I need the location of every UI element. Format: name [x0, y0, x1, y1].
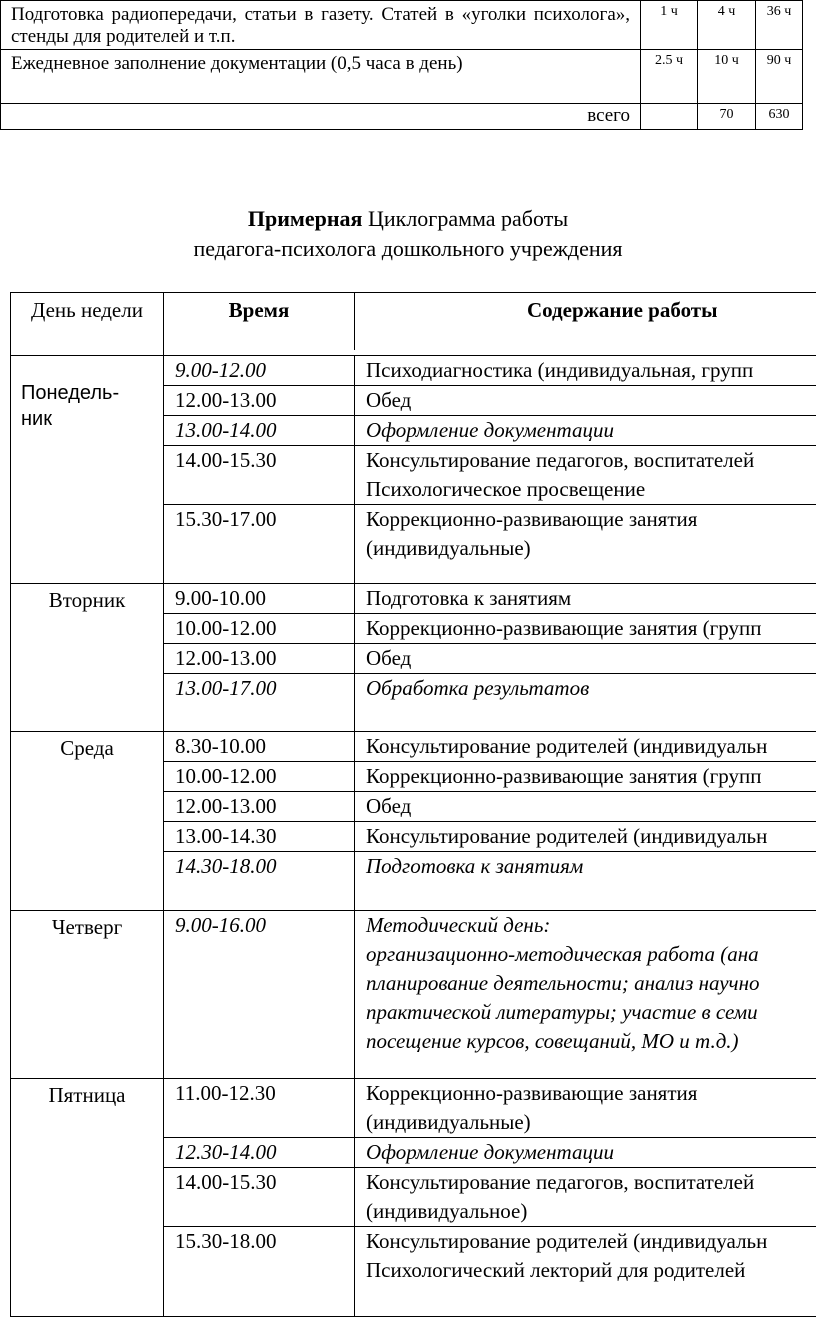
list-item: 10.00-12.00 Коррекционно-развивающие занятия (групп: [164, 614, 816, 644]
hours-per-week: 2.5 ч: [641, 50, 698, 104]
list-item: 9.00-16.00 Методический день: организационно-методическая работа (ана планирование деятельности; анализ научно практической литературы; участие в семи посещение курсов, совещаний, МО и т.д.): [164, 911, 816, 1056]
list-item: 8.30-10.00 Консультирование родителей (индивидуальн: [164, 732, 816, 762]
list-item: 12.00-13.00 Обед: [164, 386, 816, 416]
day-row-wednesday: [11, 732, 816, 911]
list-item: 12.00-13.00 Обед: [164, 792, 816, 822]
title-line2: педагога-психолога дошкольного учреждения: [193, 236, 623, 261]
total-row: [1, 104, 803, 130]
day-name: Вторник: [11, 584, 164, 732]
list-item: 11.00-12.30 Коррекционно-развивающие занятия (индивидуальные): [164, 1079, 816, 1138]
total-week: [641, 104, 698, 130]
hours-per-month: 10 ч: [698, 50, 756, 104]
schedule-table: [10, 292, 816, 1317]
list-item: 13.00-17.00 Обработка результатов: [164, 674, 816, 703]
table-row: [1, 1, 803, 50]
title-bold: Примерная: [247, 206, 363, 231]
day-row-monday: [11, 356, 816, 584]
day-name: Четверг: [11, 911, 164, 1079]
list-item: 13.00-14.00 Оформление документации: [164, 416, 816, 446]
list-item: 15.30-17.00 Коррекционно-развивающие занятия (индивидуальные): [164, 505, 816, 563]
list-item: 13.00-14.30 Консультирование родителей (индивидуальн: [164, 822, 816, 852]
list-item: 9.00-12.00 Психодиагностика (индивидуальная, групп: [164, 356, 816, 386]
task-description: Ежедневное заполнение документации (0,5 часа в день): [1, 50, 641, 104]
list-item: 14.30-18.00 Подготовка к занятиям: [164, 852, 816, 881]
day-row-thursday: [11, 911, 816, 1079]
header-row: [11, 293, 816, 356]
day-name: Пятница: [11, 1079, 164, 1317]
header-content: Содержание работы: [354, 293, 816, 350]
list-item: 10.00-12.00 Коррекционно-развивающие занятия (групп: [164, 762, 816, 792]
workload-table: [0, 0, 803, 130]
header-time: Время: [228, 298, 290, 322]
list-item: 14.00-15.30 Консультирование педагогов, воспитателей (индивидуальное): [164, 1168, 816, 1227]
total-year: 630: [756, 104, 803, 130]
total-label: всего: [1, 104, 641, 130]
hours-per-week: 1 ч: [641, 1, 698, 50]
day-row-friday: [11, 1079, 816, 1317]
list-item: 15.30-18.00 Консультирование родителей (индивидуальн Психологический лекторий для родителей: [164, 1227, 816, 1285]
hours-per-year: 90 ч: [756, 50, 803, 104]
hours-per-year: 36 ч: [756, 1, 803, 50]
list-item: 12.00-13.00 Обед: [164, 644, 816, 674]
hours-per-month: 4 ч: [698, 1, 756, 50]
page-title: [0, 204, 816, 264]
day-name: Понедель- ник: [11, 356, 164, 584]
day-name: Среда: [11, 732, 164, 911]
table-row: [1, 50, 803, 104]
day-row-tuesday: [11, 584, 816, 732]
task-description: Подготовка радиопередачи, статьи в газету. Статей в «уголки психолога», стенды для родителей и т.п.: [1, 1, 641, 50]
header-day: День недели: [11, 293, 164, 356]
title-rest: Циклограмма работы: [362, 206, 569, 231]
list-item: 12.30-14.00 Оформление документации: [164, 1138, 816, 1168]
list-item: 9.00-10.00 Подготовка к занятиям: [164, 584, 816, 614]
list-item: 14.00-15.30 Консультирование педагогов, воспитателей Психологическое просвещение: [164, 446, 816, 505]
total-month: 70: [698, 104, 756, 130]
